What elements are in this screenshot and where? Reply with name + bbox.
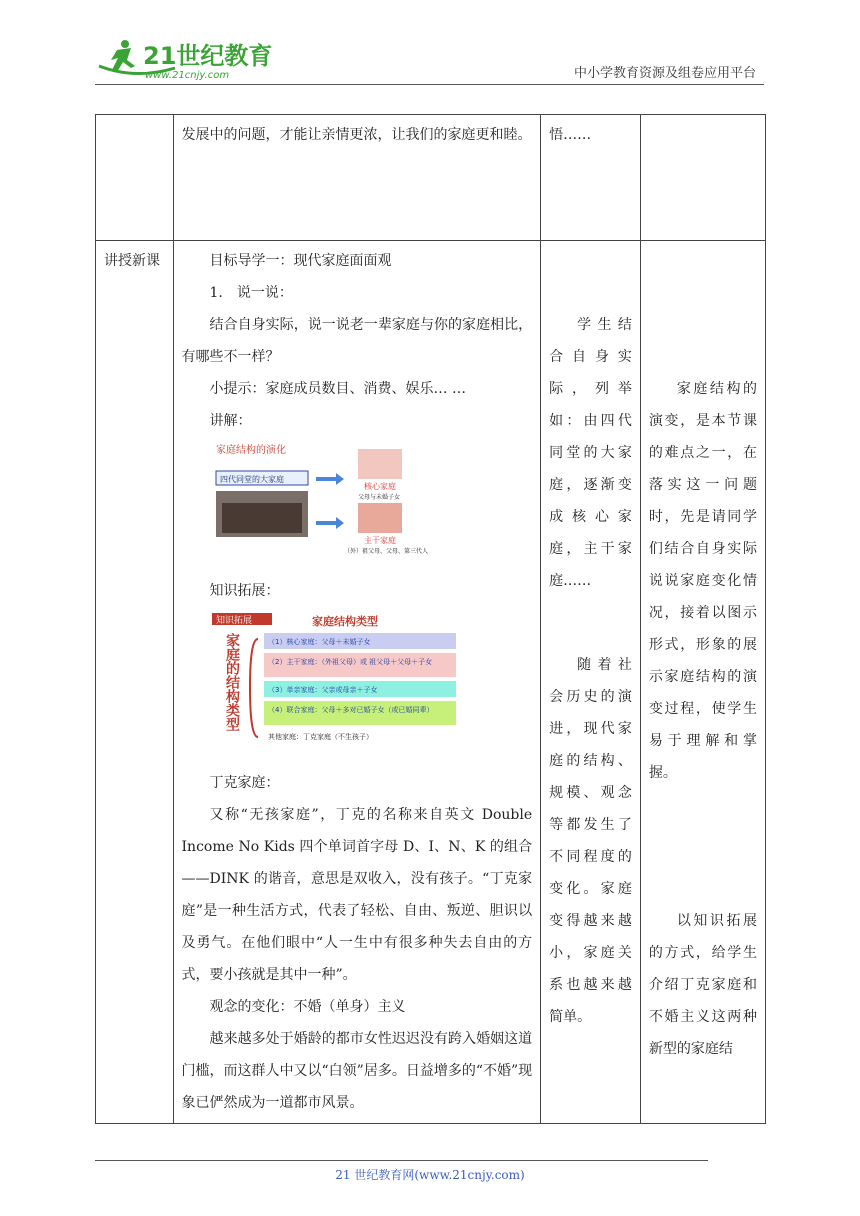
header-divider xyxy=(95,84,764,85)
lesson-table xyxy=(95,114,766,1124)
svg-text:家庭结构的演化: 家庭结构的演化 xyxy=(215,445,286,456)
row2-content-cell xyxy=(173,241,541,1124)
row2-design-cell xyxy=(640,241,765,1124)
family-types-figure xyxy=(212,611,472,751)
svg-text:www.21cnjy.com: www.21cnjy.com xyxy=(145,70,230,81)
svg-text:（外）祖父母、父母、第三代人: （外）祖父母、父母、第三代人 xyxy=(343,548,428,555)
row1-student-text: 悟…… xyxy=(549,127,592,143)
hint-text: 小提示：家庭成员数目、消费、娱乐… … xyxy=(209,381,466,397)
row1-student-cell xyxy=(541,115,641,241)
question-text: 结合自身实际，说一说老一辈家庭与你的家庭相比，有哪些不一样？ xyxy=(181,317,533,365)
knowledge-label: 知识拓展： xyxy=(209,583,280,599)
dink-text: 又称“无孩家庭”，丁克的名称来自英文 Double Income No Kids 四个单词首字母 D、I、N、K 的组合——DINK 的谐音，意思是双收入，没有孩子。“丁克家庭”是一种生活方式，代表了轻松、自由、叛逆、胆识以及勇气。在他们眼中“人一生中有很多种失去自由的方式，要小孩就是其中一种”。 xyxy=(181,807,533,983)
table-row xyxy=(96,241,766,1124)
row1-content-cell xyxy=(173,115,541,241)
page-header xyxy=(0,0,860,95)
design-intent-2: 以知识拓展的方式，给学生介绍丁克家庭和不婚主义这两种新型的家庭结 xyxy=(648,913,757,1057)
single-text: 越来越多处于婚龄的都市女性迟迟没有跨入婚姻这道门槛，而这群人中又以“白领”居多。日益增多的“不婚”现象已俨然成为一道都市风景。 xyxy=(181,1031,533,1111)
svg-text:家庭结构类型: 家庭结构类型 xyxy=(311,615,378,628)
row2-label-cell xyxy=(96,241,174,1124)
student-activity-1: 学生结合自身实际，列举如：由四代同堂的大家庭，逐渐变成核心家庭，主干家庭…… xyxy=(549,317,632,589)
row2-student-cell xyxy=(541,241,641,1124)
row1-label-cell xyxy=(96,115,174,241)
svg-text:（1）核心家庭：父母＋未婚子女: （1）核心家庭：父母＋未婚子女 xyxy=(267,638,370,646)
row1-design-cell xyxy=(640,115,765,241)
svg-text:主干家庭: 主干家庭 xyxy=(363,536,396,545)
table-row xyxy=(96,115,766,241)
svg-text:其他家庭：丁克家庭（不生孩子）: 其他家庭：丁克家庭（不生孩子） xyxy=(267,733,373,741)
item-1: 1. 说一说： xyxy=(209,285,293,301)
goal-heading: 目标导学一：现代家庭面面观 xyxy=(209,253,392,269)
site-logo xyxy=(95,36,295,84)
student-activity-2: 随着社会历史的演进，现代家庭的结构、规模、观念等都发生了不同程度的变化。家庭变得越来越小，家庭关系也越来越简单。 xyxy=(549,657,632,1025)
svg-text:（3）单亲家庭：父亲或母亲＋子女: （3）单亲家庭：父亲或母亲＋子女 xyxy=(267,686,377,694)
row1-content-text: 发展中的问题，才能让亲情更浓，让我们的家庭更和睦。 xyxy=(181,127,532,143)
dink-title: 丁克家庭： xyxy=(209,775,280,791)
platform-name: 中小学教育资源及组卷应用平台 xyxy=(573,66,756,81)
svg-text:知识拓展: 知识拓展 xyxy=(215,616,252,626)
svg-text:父母与未婚子女: 父母与未婚子女 xyxy=(357,494,400,501)
page-footer: 21 世纪教育网(www.21cnjy.com) xyxy=(335,1168,525,1182)
single-title: 观念的变化：不婚（单身）主义 xyxy=(209,999,406,1015)
svg-text:核心家庭: 核心家庭 xyxy=(363,482,396,491)
family-evolution-figure xyxy=(212,441,432,559)
svg-text:家庭的结构类型: 家庭的结构类型 xyxy=(223,633,240,731)
explain-label: 讲解： xyxy=(209,413,252,429)
design-intent-1: 家庭结构的演变，是本节课的难点之一，在落实这一问题时，先是请同学们结合自身实际说说家庭变化情况，接着以图示形式，形象的展示家庭结构的演变过程，使学生易于理解和掌握。 xyxy=(648,381,757,781)
svg-text:（4）联合家庭：父母＋多对已婚子女（或已婚同辈）: （4）联合家庭：父母＋多对已婚子女（或已婚同辈） xyxy=(267,706,433,714)
footer-divider xyxy=(95,1160,708,1161)
section-label: 讲授新课 xyxy=(104,253,160,269)
svg-text:（2）主干家庭：（外祖父母）或 祖父母＋父母＋子女: （2）主干家庭：（外祖父母）或 祖父母＋父母＋子女 xyxy=(267,658,432,666)
svg-text:21世纪教育: 21世纪教育 xyxy=(143,42,273,70)
svg-text:四代同堂的大家庭: 四代同堂的大家庭 xyxy=(219,475,284,484)
